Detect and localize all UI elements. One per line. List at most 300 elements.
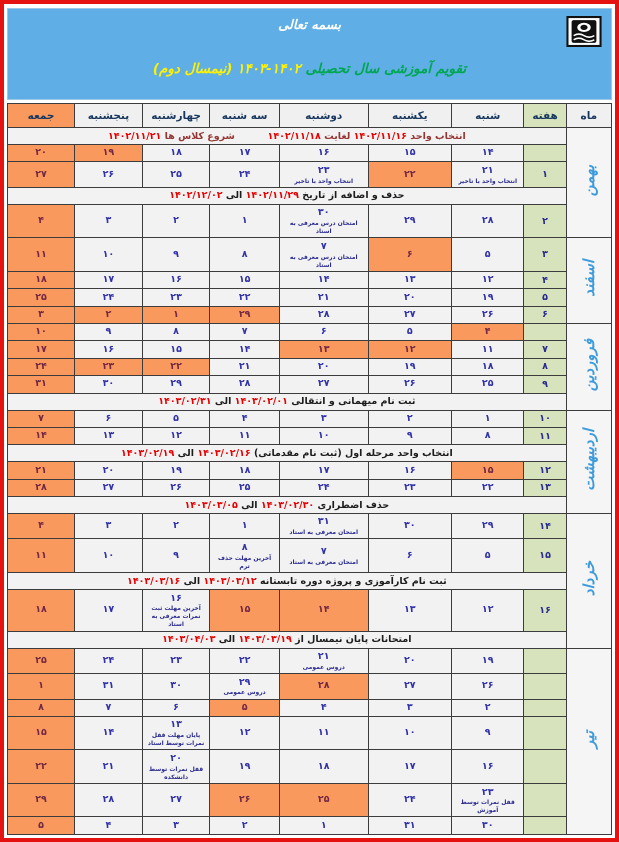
week-row <box>8 716 612 750</box>
day-number: ۲۴ <box>35 361 47 373</box>
day-note: پایان مهلت قفل نمرات توسط استاد <box>147 732 205 748</box>
day-cell-wednesday <box>142 479 210 496</box>
event-label: الی <box>241 499 258 511</box>
month-label-bahman: بهمن <box>579 165 598 197</box>
day-cell-sunday <box>368 817 451 835</box>
day-cell-monday <box>279 376 368 393</box>
day-cell-wednesday <box>142 306 210 323</box>
day-cell-thursday <box>75 539 143 573</box>
col-header-tuesday: سه شنبه <box>210 104 279 128</box>
day-cell-sunday <box>368 145 451 162</box>
week-row <box>8 324 612 341</box>
day-cell-sunday <box>368 783 451 817</box>
day-cell-tuesday <box>210 341 279 358</box>
col-header-monday: دوشنبه <box>279 104 368 128</box>
day-cell-wednesday <box>142 674 210 699</box>
day-number: ۲ <box>241 819 248 831</box>
calendar-table-wrap <box>7 103 612 835</box>
event-cell <box>8 187 567 204</box>
day-number: ۱۲ <box>170 430 182 442</box>
day-number: ۱۶ <box>481 760 494 772</box>
week-row <box>8 271 612 288</box>
week-row <box>8 306 612 323</box>
day-note: امتحان معرفی به استاد <box>289 558 359 566</box>
week-row <box>8 204 612 238</box>
day-cell-tuesday <box>210 376 279 393</box>
title-semester: (نیمسال دوم) <box>152 61 233 77</box>
day-number: ۱۰ <box>403 727 416 739</box>
event-date: ۱۴۰۲/۱۱/۲۱ <box>107 130 162 142</box>
day-number: ۷ <box>320 545 327 557</box>
day-number: ۹ <box>173 549 179 561</box>
day-number: ۲۰ <box>317 361 330 373</box>
month-cell-farvardin <box>566 324 611 411</box>
day-cell-tuesday <box>210 410 279 427</box>
day-cell-friday <box>8 699 75 716</box>
day-cell-sunday <box>368 716 451 750</box>
day-number: ۴ <box>241 412 248 424</box>
day-cell-tuesday <box>210 289 279 306</box>
day-cell-wednesday <box>142 238 210 272</box>
day-cell-saturday <box>451 590 523 632</box>
day-number: ۱۸ <box>481 361 494 373</box>
day-number: ۳۱ <box>403 819 416 831</box>
day-cell-tuesday <box>210 324 279 341</box>
day-number: ۸ <box>241 542 248 554</box>
day-number: ۶ <box>173 701 179 713</box>
day-cell-thursday <box>75 716 143 750</box>
day-cell-saturday <box>451 238 523 272</box>
day-cell-wednesday <box>142 539 210 573</box>
day-number: ۲۳ <box>317 164 330 176</box>
day-number: ۲۹ <box>35 794 47 806</box>
event-row <box>8 393 612 410</box>
day-cell-friday <box>8 271 75 288</box>
week-row <box>8 750 612 784</box>
day-number: ۳۰ <box>102 378 115 390</box>
day-cell-monday <box>279 341 368 358</box>
day-cell-sunday <box>368 271 451 288</box>
day-number: ۱۹ <box>481 291 494 303</box>
day-cell-monday <box>279 783 368 817</box>
day-number: ۸ <box>173 326 179 338</box>
day-number: ۳۱ <box>35 378 47 390</box>
event-date: ۱۴۰۲/۱۱/۲۹ <box>245 190 299 202</box>
event-date: ۱۴۰۲/۱۲/۰۲ <box>169 190 223 202</box>
calendar-body <box>8 128 612 835</box>
day-cell-sunday <box>368 238 451 272</box>
day-cell-tuesday <box>210 427 279 444</box>
event-label: ثبت نام کارآموزی و پروژه دوره تابستانه <box>260 575 447 587</box>
day-cell-sunday <box>368 590 451 632</box>
day-cell-thursday <box>75 145 143 162</box>
day-number: ۳ <box>406 701 413 713</box>
day-number: ۱۷ <box>238 147 251 159</box>
day-cell-wednesday <box>142 514 210 539</box>
week-number-cell: ۱۲ <box>524 462 566 479</box>
day-cell-sunday <box>368 204 451 238</box>
month-cell-khordad <box>566 514 611 649</box>
day-cell-tuesday <box>210 750 279 784</box>
day-cell-saturday <box>451 479 523 496</box>
day-number: ۲۰ <box>403 654 416 666</box>
event-cell <box>8 393 567 410</box>
day-cell-friday <box>8 590 75 632</box>
col-header-sunday: یکشنبه <box>368 104 451 128</box>
day-cell-friday <box>8 514 75 539</box>
event-cell <box>8 573 567 590</box>
day-number: ۱۶ <box>403 464 416 476</box>
day-cell-monday <box>279 539 368 573</box>
event-cell <box>8 631 567 648</box>
day-number: ۲۴ <box>102 291 115 303</box>
week-number-cell: ۵ <box>524 289 566 306</box>
day-number: ۲۳ <box>403 481 416 493</box>
day-cell-friday <box>8 358 75 375</box>
day-number: ۲۹ <box>170 378 182 390</box>
col-header-saturday: شنبه <box>451 104 523 128</box>
month-label-farvardin: فروردین <box>579 338 598 391</box>
day-cell-friday <box>8 674 75 699</box>
event-date: ۱۴۰۳/۰۳/۱۶ <box>127 575 181 587</box>
month-cell-esfand <box>566 238 611 324</box>
day-number: ۱۳ <box>403 604 416 616</box>
day-number: ۲۶ <box>170 481 182 493</box>
day-number: ۱۶ <box>102 343 115 355</box>
day-number: ۱۹ <box>403 361 416 373</box>
day-cell-saturday <box>451 204 523 238</box>
event-label: الی <box>225 190 243 202</box>
day-number: ۲۵ <box>35 654 47 666</box>
day-number: ۲۰ <box>35 147 47 159</box>
day-cell-saturday <box>451 341 523 358</box>
day-cell-friday <box>8 750 75 784</box>
week-number-cell: ۲ <box>524 204 566 238</box>
day-number: ۲۳ <box>102 361 115 373</box>
day-cell-thursday <box>75 479 143 496</box>
day-number: ۲۶ <box>102 168 115 180</box>
day-number: ۲۱ <box>481 164 494 176</box>
day-cell-saturday <box>451 674 523 699</box>
col-header-friday: جمعه <box>8 104 75 128</box>
day-number: ۲۸ <box>102 794 115 806</box>
day-number: ۲۷ <box>403 308 416 320</box>
day-cell-thursday <box>75 289 143 306</box>
event-row <box>8 497 612 514</box>
day-number: ۵ <box>484 248 491 260</box>
event-cell <box>8 128 567 145</box>
day-number: ۷ <box>320 240 327 252</box>
event-label: انتخاب واحد مرحله اول (ثبت نام مقدماتی) <box>253 447 453 459</box>
day-number: ۱۴ <box>35 430 47 442</box>
day-number: ۲ <box>173 215 179 227</box>
week-row <box>8 238 612 272</box>
day-number: ۱۰ <box>35 326 47 338</box>
week-number-cell: ۱۵ <box>524 539 566 573</box>
day-number: ۱۱ <box>317 727 330 739</box>
event-row <box>8 573 612 590</box>
week-number-cell: ۷ <box>524 341 566 358</box>
day-cell-wednesday <box>142 648 210 673</box>
day-number: ۲۹ <box>238 308 251 320</box>
day-cell-sunday <box>368 479 451 496</box>
day-number: ۱۵ <box>403 147 416 159</box>
day-number: ۲۲ <box>403 168 416 180</box>
day-cell-thursday <box>75 648 143 673</box>
day-cell-sunday <box>368 514 451 539</box>
day-cell-monday <box>279 271 368 288</box>
day-number: ۸ <box>241 248 248 260</box>
day-number: ۷ <box>38 412 44 424</box>
day-cell-thursday <box>75 306 143 323</box>
day-cell-friday <box>8 341 75 358</box>
day-cell-tuesday <box>210 590 279 632</box>
day-number: ۱ <box>38 680 44 692</box>
day-number: ۱۶ <box>170 274 182 286</box>
day-cell-sunday <box>368 376 451 393</box>
day-number: ۵ <box>241 701 248 713</box>
day-number: ۶ <box>105 412 112 424</box>
event-date: ۱۴۰۳/۰۳/۰۵ <box>184 499 238 511</box>
event-label: الی <box>177 447 194 459</box>
day-number: ۳۰ <box>403 520 416 532</box>
day-cell-saturday <box>451 410 523 427</box>
day-number: ۲۵ <box>481 378 494 390</box>
day-cell-saturday <box>451 376 523 393</box>
week-number-cell <box>524 648 566 673</box>
col-header-wednesday: چهارشنبه <box>142 104 210 128</box>
day-number: ۶ <box>320 326 327 338</box>
day-cell-saturday <box>451 716 523 750</box>
event-date: ۱۴۰۲/۱۱/۱۸ <box>267 130 321 142</box>
day-cell-thursday <box>75 427 143 444</box>
day-cell-saturday <box>451 783 523 817</box>
day-cell-monday <box>279 699 368 716</box>
day-cell-wednesday <box>142 427 210 444</box>
day-number: ۲۹ <box>481 520 494 532</box>
day-number: ۱۲ <box>481 604 494 616</box>
day-number: ۲۵ <box>238 481 251 493</box>
day-number: ۷ <box>241 326 248 338</box>
day-cell-saturday <box>451 324 523 341</box>
day-number: ۲۷ <box>35 168 47 180</box>
day-cell-saturday <box>451 145 523 162</box>
day-number: ۱۳ <box>403 274 416 286</box>
day-note: قفل نمرات توسط دانشکده <box>148 765 204 781</box>
month-label-tir: تیر <box>579 730 598 748</box>
day-number: ۲۷ <box>317 378 330 390</box>
day-cell-tuesday <box>210 674 279 699</box>
day-number: ۱۵ <box>238 274 251 286</box>
week-number-cell <box>524 674 566 699</box>
day-note: آخرین مهلت حذف ترم <box>218 554 272 570</box>
day-cell-monday <box>279 238 368 272</box>
day-cell-friday <box>8 324 75 341</box>
col-header-week: هفته <box>524 104 566 128</box>
day-number: ۱ <box>173 308 179 320</box>
day-number: ۲ <box>406 412 413 424</box>
day-cell-tuesday <box>210 271 279 288</box>
week-number-cell <box>524 817 566 835</box>
event-row <box>8 445 612 462</box>
day-number: ۲۳ <box>170 291 182 303</box>
day-cell-tuesday <box>210 716 279 750</box>
day-number: ۱۹ <box>238 760 251 772</box>
day-cell-tuesday <box>210 648 279 673</box>
event-label: الی <box>183 575 201 587</box>
day-cell-monday <box>279 817 368 835</box>
day-cell-thursday <box>75 271 143 288</box>
day-number: ۳ <box>105 520 112 532</box>
day-number: ۴ <box>105 819 112 831</box>
day-number: ۱۱ <box>238 430 251 442</box>
event-cell <box>8 445 567 462</box>
event-date: ۱۴۰۳/۰۲/۱۹ <box>120 447 175 459</box>
day-number: ۲۰ <box>102 464 115 476</box>
day-number: ۱۵ <box>35 727 47 739</box>
week-row <box>8 289 612 306</box>
day-number: ۲۸ <box>238 378 251 390</box>
day-number: ۵ <box>406 326 413 338</box>
day-cell-wednesday <box>142 590 210 632</box>
day-cell-thursday <box>75 817 143 835</box>
week-number-cell <box>524 750 566 784</box>
day-cell-saturday <box>451 427 523 444</box>
day-number: ۱۳ <box>170 719 182 731</box>
day-cell-sunday <box>368 341 451 358</box>
day-cell-friday <box>8 145 75 162</box>
day-number: ۲۱ <box>317 291 330 303</box>
day-number: ۶ <box>406 549 413 561</box>
week-row <box>8 539 612 573</box>
day-cell-friday <box>8 289 75 306</box>
day-cell-friday <box>8 817 75 835</box>
day-cell-thursday <box>75 204 143 238</box>
event-date: ۱۴۰۲/۱۱/۱۶ <box>353 130 407 142</box>
day-cell-saturday <box>451 162 523 187</box>
day-number: ۲۸ <box>317 308 330 320</box>
day-cell-saturday <box>451 462 523 479</box>
day-number: ۱۹ <box>170 464 182 476</box>
col-header-thursday: پنجشنبه <box>75 104 143 128</box>
day-cell-thursday <box>75 514 143 539</box>
day-cell-tuesday <box>210 162 279 187</box>
week-row <box>8 817 612 835</box>
day-cell-thursday <box>75 590 143 632</box>
day-note: قفل نمرات توسط آموزش <box>460 799 515 815</box>
day-note: آخرین مهلت ثبت نمرات معرفی به استاد <box>151 605 201 629</box>
day-cell-wednesday <box>142 162 210 187</box>
day-cell-monday <box>279 514 368 539</box>
day-number: ۹ <box>173 248 179 260</box>
day-number: ۱۸ <box>317 760 330 772</box>
day-cell-thursday <box>75 358 143 375</box>
day-number: ۱۷ <box>102 274 115 286</box>
day-cell-saturday <box>451 648 523 673</box>
month-label-ordibehesht: اردیبهشت <box>579 428 598 491</box>
day-cell-saturday <box>451 358 523 375</box>
week-number-cell <box>524 324 566 341</box>
day-cell-tuesday <box>210 238 279 272</box>
title-years: ۱۴۰۲-۱۴۰۳ <box>237 61 301 77</box>
day-cell-sunday <box>368 427 451 444</box>
week-number-cell: ۸ <box>524 358 566 375</box>
day-number: ۲۸ <box>35 481 47 493</box>
event-date: ۱۴۰۳/۰۲/۱۶ <box>197 447 251 459</box>
day-number: ۳۰ <box>317 207 330 219</box>
event-date: ۱۴۰۳/۰۳/۱۲ <box>203 575 257 587</box>
day-cell-friday <box>8 306 75 323</box>
day-number: ۱۱ <box>481 343 494 355</box>
day-cell-friday <box>8 648 75 673</box>
day-number: ۲۵ <box>35 291 47 303</box>
day-cell-monday <box>279 410 368 427</box>
week-row <box>8 699 612 716</box>
day-cell-friday <box>8 783 75 817</box>
week-number-cell: ۴ <box>524 271 566 288</box>
event-label: الی <box>214 396 232 408</box>
day-cell-wednesday <box>142 376 210 393</box>
day-cell-thursday <box>75 462 143 479</box>
day-note: امتحان درس معرفی به استاد <box>289 220 358 235</box>
day-number: ۴ <box>484 326 491 338</box>
day-number: ۲۸ <box>481 215 494 227</box>
day-cell-wednesday <box>142 341 210 358</box>
day-cell-thursday <box>75 783 143 817</box>
day-cell-thursday <box>75 376 143 393</box>
day-number: ۶ <box>406 248 413 260</box>
day-number: ۱۸ <box>170 147 182 159</box>
week-row <box>8 462 612 479</box>
day-number: ۱۴ <box>102 727 115 739</box>
day-cell-tuesday <box>210 479 279 496</box>
event-cell <box>8 497 567 514</box>
day-note: انتخاب واحد با تاخیر <box>458 177 518 185</box>
day-cell-wednesday <box>142 204 210 238</box>
day-number: ۱۰ <box>102 248 115 260</box>
day-cell-monday <box>279 716 368 750</box>
day-number: ۱۷ <box>102 604 115 616</box>
day-number: ۱۱ <box>35 248 47 260</box>
day-number: ۲۳ <box>481 786 494 798</box>
day-number: ۲۱ <box>35 464 47 476</box>
event-date: ۱۴۰۳/۰۲/۰۱ <box>234 396 288 408</box>
day-number: ۱ <box>320 819 327 831</box>
day-cell-thursday <box>75 324 143 341</box>
event-row <box>8 128 612 145</box>
day-number: ۲۵ <box>170 168 182 180</box>
day-number: ۲ <box>173 520 179 532</box>
day-cell-wednesday <box>142 271 210 288</box>
day-number: ۲۷ <box>170 794 182 806</box>
day-cell-sunday <box>368 462 451 479</box>
month-label-khordad: خرداد <box>579 561 598 597</box>
day-number: ۲۶ <box>403 378 416 390</box>
day-number: ۲۱ <box>238 361 251 373</box>
day-cell-wednesday <box>142 145 210 162</box>
day-number: ۲۲ <box>481 481 494 493</box>
day-cell-monday <box>279 324 368 341</box>
day-cell-sunday <box>368 324 451 341</box>
day-cell-sunday <box>368 306 451 323</box>
event-label: ثبت نام میهمانی و انتقالی <box>291 396 416 408</box>
day-number: ۱۵ <box>481 464 494 476</box>
week-row <box>8 358 612 375</box>
day-number: ۱ <box>484 412 491 424</box>
day-cell-friday <box>8 204 75 238</box>
day-cell-saturday <box>451 817 523 835</box>
day-number: ۱۴ <box>481 147 494 159</box>
